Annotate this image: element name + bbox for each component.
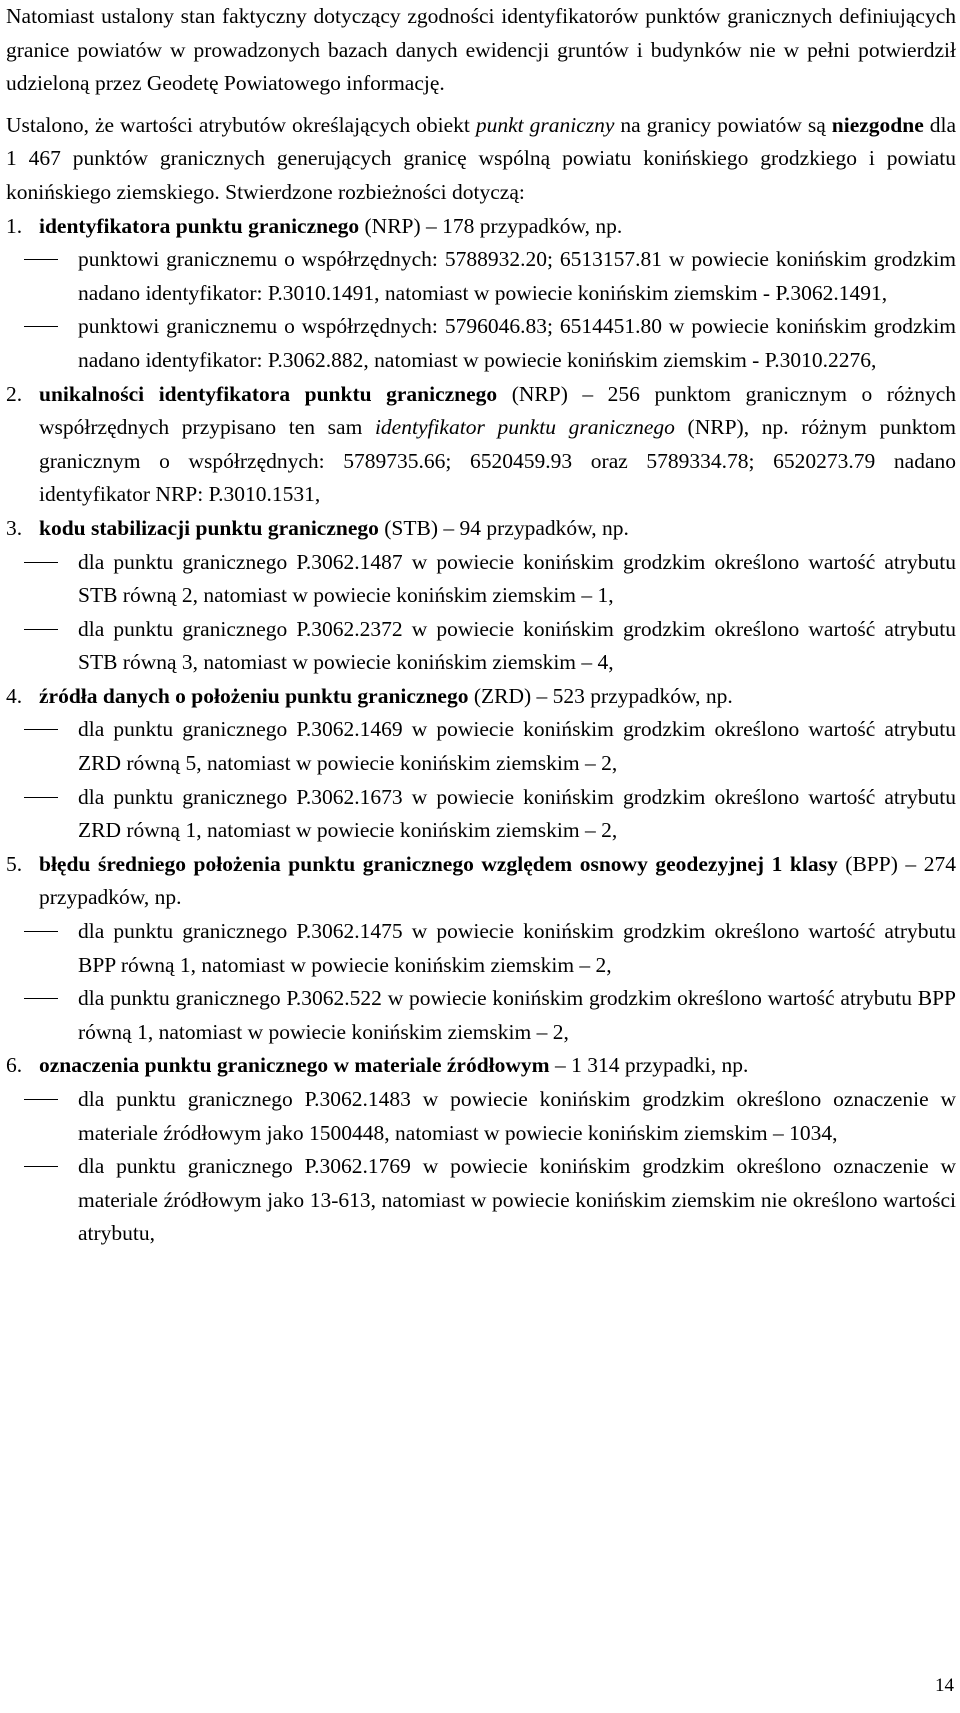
list-item xyxy=(6,680,956,714)
strong-text: niezgodne xyxy=(831,112,924,137)
sub-item-text: dla punktu granicznego P.3062.1469 w powiecie konińskim grodzkim określono wartość atrybutu ZRD równą 5, natomiast w powiecie konińskim ziemskim – 2, xyxy=(78,717,956,776)
dash-bullet-icon xyxy=(24,629,58,630)
list-item-text: – 1 314 przypadki, np. xyxy=(549,1053,749,1078)
sub-item xyxy=(6,915,956,982)
text-run: Ustalono, że wartości atrybutów określających obiekt xyxy=(6,112,476,137)
sub-item-text: dla punktu granicznego P.3062.1487 w powiecie konińskim grodzkim określono wartość atrybutu STB równą 2, natomiast w powiecie konińskim ziemskim – 1, xyxy=(78,549,956,608)
sub-item xyxy=(6,781,956,848)
sub-item-text: dla punktu granicznego P.3062.1673 w powiecie konińskim grodzkim określono wartość atrybutu ZRD równą 1, natomiast w powiecie konińskim ziemskim – 2, xyxy=(78,784,956,843)
list-item-text: (NRP), np. różnym punktom granicznym o współrzędnych: 5789735.66; 6520459.93 oraz 5789334.78; 6520273.79 nadano identyfikator NRP: P.3010.1531, xyxy=(39,415,956,507)
text-run: dla 1 467 punktów granicznych generujących granicę wspólną powiatu konińskiego grodzkiego i powiatu konińskiego ziemskiego. Stwierdzone rozbieżności dotyczą: xyxy=(6,112,957,204)
emphasis-text: punkt graniczny xyxy=(475,112,615,137)
sub-item-text: dla punktu granicznego P.3062.1475 w powiecie konińskim grodzkim określono wartość atrybutu BPP równą 1, natomiast w powiecie konińskim ziemskim – 2, xyxy=(78,919,956,977)
dash-bullet-icon xyxy=(24,1166,58,1167)
sub-item xyxy=(6,613,956,680)
sub-item xyxy=(6,310,956,377)
list-item-title: błędu średniego położenia punktu granicznego względem osnowy geodezyjnej 1 klasy xyxy=(39,851,838,876)
list-item-title: kodu stabilizacji punktu granicznego xyxy=(39,515,379,540)
dash-bullet-icon xyxy=(24,326,58,327)
dash-bullet-icon xyxy=(24,1099,58,1100)
sub-item-text: dla punktu granicznego P.3062.1769 w powiecie konińskim grodzkim określono oznaczenie w materiale źródłowym jako 13-613, natomiast w powiecie konińskim ziemskim nie określono wartości atrybutu, xyxy=(78,1154,956,1246)
dash-bullet-icon xyxy=(24,998,58,999)
dash-bullet-icon xyxy=(24,562,58,563)
list-item-title: unikalności identyfikatora punktu granicznego xyxy=(39,381,498,406)
list-item-emphasis: identyfikator punktu granicznego xyxy=(374,415,675,440)
list-item xyxy=(6,210,956,244)
list-item-text: (NRP) – 178 przypadków, np. xyxy=(359,213,623,238)
list-item-text: (STB) – 94 przypadków, np. xyxy=(378,515,629,540)
sub-item xyxy=(6,713,956,780)
sub-item-text: dla punktu granicznego P.3062.2372 w powiecie konińskim grodzkim określono wartość atrybutu STB równą 3, natomiast w powiecie konińskim ziemskim – 4, xyxy=(78,616,956,675)
sub-item xyxy=(6,982,956,1049)
list-item-title: identyfikatora punktu granicznego xyxy=(39,213,360,238)
sub-item-text: dla punktu granicznego P.3062.522 w powiecie konińskim grodzkim określono wartość atrybutu BPP równą 1, natomiast w powiecie konińskim ziemskim – 2, xyxy=(78,986,956,1044)
sub-item-text: dla punktu granicznego P.3062.1483 w powiecie konińskim grodzkim określono oznaczenie w materiale źródłowym jako 1500448, natomiast w powiecie konińskim ziemskim – 1034, xyxy=(78,1087,956,1145)
list-item-number: 1. xyxy=(6,213,23,238)
dash-bullet-icon xyxy=(24,931,58,932)
sub-item xyxy=(6,1083,956,1150)
discrepancy-list xyxy=(6,210,956,1251)
list-item xyxy=(6,1049,956,1083)
list-item-title: źródła danych o położeniu punktu granicznego xyxy=(39,683,469,708)
list-item-number: 6. xyxy=(6,1053,23,1078)
sub-item xyxy=(6,243,956,310)
list-item-number: 2. xyxy=(6,381,23,406)
intro-paragraph-1: Natomiast ustalony stan faktyczny dotyczący zgodności identyfikatorów punktów granicznych definiujących granice powiatów w prowadzonych bazach danych ewidencji gruntów i budynków nie w pełni potwierdził udzieloną przez Geodetę Powiatowego informację. xyxy=(6,4,956,96)
list-item-text: (BPP) – 274 przypadków, np. xyxy=(39,851,956,910)
list-item-number: 3. xyxy=(6,515,23,540)
sub-item xyxy=(6,1150,956,1251)
dash-bullet-icon xyxy=(24,797,58,798)
list-item-title: oznaczenia punktu granicznego w materiale źródłowym xyxy=(39,1053,550,1078)
sub-item xyxy=(6,546,956,613)
sub-item-text: punktowi granicznemu o współrzędnych: 5796046.83; 6514451.80 w powiecie konińskim grodzkim nadano identyfikator: P.3062.882, natomiast w powiecie konińskim ziemskim - P.3010.2276, xyxy=(78,314,956,372)
list-item-number: 4. xyxy=(6,683,23,708)
list-item-text: (ZRD) – 523 przypadków, np. xyxy=(468,683,733,708)
dash-bullet-icon xyxy=(24,259,58,260)
document-page xyxy=(6,0,956,1251)
list-item-text: (NRP) – 256 punktom granicznym o różnych współrzędnych przypisano ten sam xyxy=(39,381,957,440)
list-item xyxy=(6,848,956,915)
intro-paragraph-2 xyxy=(6,109,956,210)
list-item-number: 5. xyxy=(6,851,23,876)
list-item xyxy=(6,378,956,512)
text-run: na granicy powiatów są xyxy=(614,112,832,137)
page-number: 14 xyxy=(935,1675,954,1696)
list-item xyxy=(6,512,956,546)
sub-item-text: punktowi granicznemu o współrzędnych: 5788932.20; 6513157.81 w powiecie konińskim grodzkim nadano identyfikator: P.3010.1491, natomiast w powiecie konińskim ziemskim - P.3062.1491, xyxy=(78,247,956,305)
dash-bullet-icon xyxy=(24,729,58,730)
